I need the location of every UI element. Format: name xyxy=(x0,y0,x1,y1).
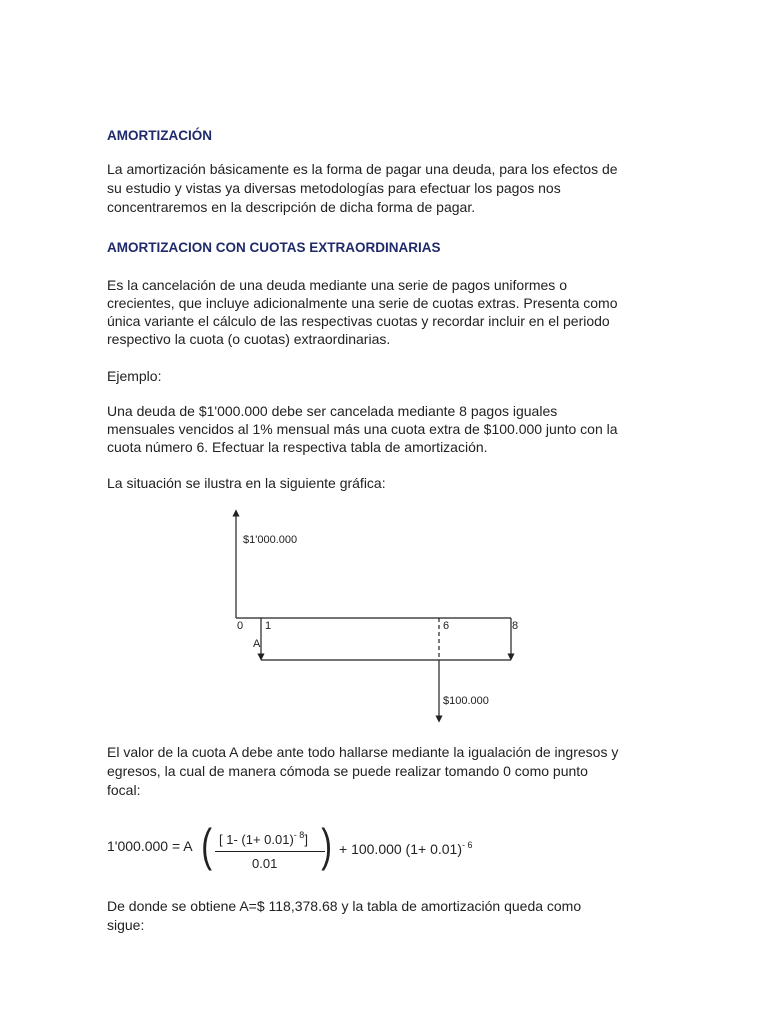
definition-line: Es la cancelación de una deuda mediante una serie de pagos uniformes o xyxy=(107,277,567,293)
intro-line: La amortización básicamente es la forma de pagar una deuda, para los efectos de xyxy=(107,161,618,177)
formula-rhs-text: + 100.000 (1+ 0.01) xyxy=(339,841,462,857)
valuation-line: focal: xyxy=(107,782,141,798)
example-label: Ejemplo: xyxy=(107,368,162,384)
example-line: cuota número 6. Efectuar la respectiva tabla de amortización. xyxy=(107,439,488,455)
page-title: AMORTIZACIÓN xyxy=(107,128,212,143)
intro-line: concentraremos en la descripción de dicha forma de pagar. xyxy=(107,199,476,215)
result-paragraph xyxy=(107,897,667,935)
example-line: Una deuda de $1'000.000 debe ser cancelada mediante 8 pagos iguales xyxy=(107,403,558,419)
formula-rhs xyxy=(339,840,473,857)
graph-intro: La situación se ilustra en la siguiente gráfica: xyxy=(107,475,386,491)
extra-payment-label: $100.000 xyxy=(443,695,489,707)
result-line: sigue: xyxy=(107,917,145,933)
definition-line: respectivo la cuota (o cuotas) extraordinarias. xyxy=(107,331,391,347)
definition-paragraph xyxy=(107,276,667,348)
formula-open-paren: ( xyxy=(201,819,213,871)
formula-numerator-exponent: - 8 xyxy=(293,830,305,840)
formula-numerator xyxy=(219,830,308,847)
cash-flow-diagram xyxy=(225,505,525,730)
example-line: mensuales vencidos al 1% mensual más una cuota extra de $100.000 junto con la xyxy=(107,421,618,437)
period-0-label: 0 xyxy=(237,620,244,632)
definition-line: única variante el cálculo de las respectivas cuotas y recordar incluir en el periodo xyxy=(107,313,610,329)
formula-numerator-close: ] xyxy=(304,832,308,847)
formula-numerator-text: [ 1- (1+ 0.01) xyxy=(219,832,294,847)
formula-lhs: 1'000.000 = A xyxy=(107,838,193,854)
example-paragraph xyxy=(107,402,667,456)
formula-denominator: 0.01 xyxy=(252,856,278,871)
valuation-paragraph xyxy=(107,743,667,800)
period-8-label: 8 xyxy=(512,620,519,632)
result-line: De donde se obtiene A=$ 118,378.68 y la tabla de amortización queda como xyxy=(107,898,582,914)
inflow-label: $1'000.000 xyxy=(243,534,298,546)
formula xyxy=(107,820,587,880)
definition-line: crecientes, que incluye adicionalmente una serie de cuotas extras. Presenta como xyxy=(107,295,618,311)
formula-rhs-exponent: - 6 xyxy=(462,840,473,850)
period-1-label: 1 xyxy=(265,620,272,632)
valuation-line: egresos, la cual de manera cómoda se puede realizar tomando 0 como punto xyxy=(107,763,588,779)
section-title: AMORTIZACION CON CUOTAS EXTRAORDINARIAS xyxy=(107,240,441,255)
payment-label: A xyxy=(253,638,261,650)
formula-close-paren: ) xyxy=(321,819,333,871)
period-6-label: 6 xyxy=(443,620,450,632)
formula-fraction-bar xyxy=(215,851,325,852)
intro-line: su estudio y vistas ya diversas metodologías para efectuar los pagos nos xyxy=(107,180,561,196)
intro-paragraph xyxy=(107,160,667,217)
valuation-line: El valor de la cuota A debe ante todo hallarse mediante la igualación de ingresos y xyxy=(107,744,619,760)
